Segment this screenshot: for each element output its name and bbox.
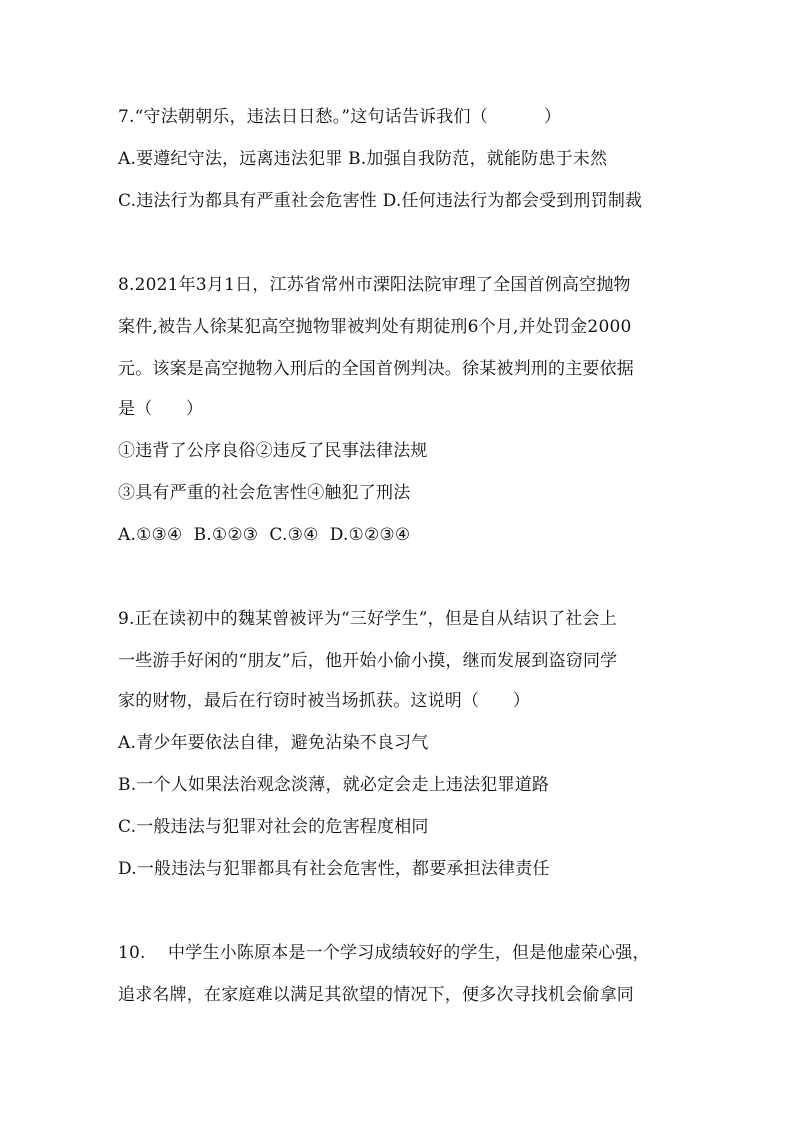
q8-options: A.①③④ B.①②③ C.③④ D.①②③④ (118, 525, 411, 545)
q8-statements-1-2: ①违背了公序良俗②违反了民事法律法规 (118, 441, 428, 461)
q8-stem-line-1: 8.2021年3月1日，江苏省常州市溧阳法院审理了全国首例高空抛物 (118, 275, 631, 295)
q9-option-b: B.一个人如果法治观念淡薄，就必定会走上违法犯罪道路 (118, 775, 550, 795)
q8-stem-line-2: 案件,被告人徐某犯高空抛物罪被判处有期徒刑6个月,并处罚金2000 (118, 317, 632, 337)
q9-option-a: A.青少年要依法自律，避免沾染不良习气 (118, 733, 429, 753)
q8-statements-3-4: ③具有严重的社会危害性④触犯了刑法 (118, 483, 411, 503)
q7-option-ab: A.要遵纪守法，远离违法犯罪 B.加强自我防范，就能防患于未然 (118, 149, 608, 169)
q7-stem: 7.“守法朝朝乐，违法日日愁。”这句话告诉我们（ ） (118, 107, 562, 127)
q7-option-cd: C.违法行为都具有严重社会危害性 D.任何违法行为都会受到刑罚制裁 (118, 191, 643, 211)
q9-stem-line-1: 9.正在读初中的魏某曾被评为“三好学生”，但是自从结识了社会上 (118, 609, 617, 629)
q9-stem-line-3: 家的财物，最后在行窃时被当场抓获。这说明（ ） (118, 691, 531, 711)
q10-stem-line-1: 10. 中学生小陈原本是一个学习成绩较好的学生，但是他虚荣心强， (118, 943, 650, 963)
q10-stem-line-2: 追求名牌，在家庭难以满足其欲望的情况下，便多次寻找机会偷拿同 (118, 985, 634, 1005)
q9-option-c: C.一般违法与犯罪对社会的危害程度相同 (118, 817, 429, 837)
q9-option-d: D.一般违法与犯罪都具有社会危害性，都要承担法律责任 (118, 859, 550, 879)
q8-stem-line-3: 元。该案是高空抛物入刑后的全国首例判决。徐某被判刑的主要依据 (118, 359, 634, 379)
q8-stem-line-4: 是（ ） (118, 399, 204, 419)
q9-stem-line-2: 一些游手好闲的“朋友”后，他开始小偷小摸，继而发展到盗窃同学 (118, 651, 618, 671)
